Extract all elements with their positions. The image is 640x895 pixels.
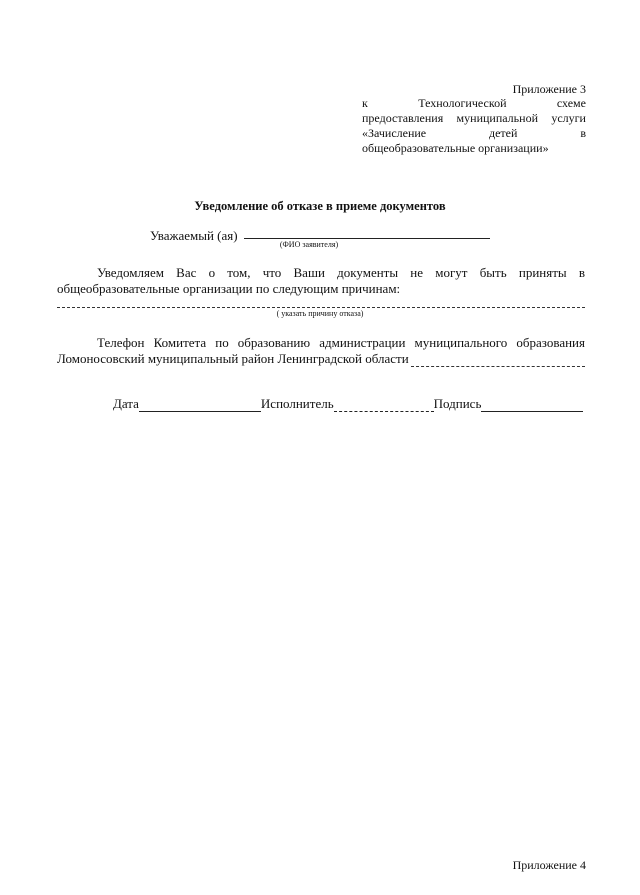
phone-word: муниципального bbox=[414, 335, 508, 350]
executor-field[interactable] bbox=[334, 399, 434, 412]
phone-line-2-text: Ломоносовский муниципальный район Ленинградской области bbox=[57, 351, 409, 366]
next-appendix-number: Приложение 4 bbox=[512, 858, 586, 872]
notice-paragraph bbox=[57, 265, 585, 297]
reference-word: в bbox=[580, 126, 586, 140]
notice-word: что bbox=[262, 265, 282, 280]
signature-label: Подпись bbox=[433, 396, 482, 411]
executor-label: Исполнитель bbox=[260, 396, 334, 411]
document-title: Уведомление об отказе в приеме документов bbox=[194, 199, 446, 213]
phone-word: Телефон bbox=[97, 335, 145, 350]
phone-line-1 bbox=[57, 335, 585, 351]
phone-word: администрации bbox=[319, 335, 406, 350]
notice-word: не bbox=[410, 265, 424, 280]
reference-block bbox=[362, 96, 586, 156]
reference-word: общеобразовательные организации» bbox=[362, 141, 549, 155]
refusal-reason-field[interactable] bbox=[57, 307, 585, 308]
applicant-name-field[interactable] bbox=[244, 238, 490, 239]
reference-word: к bbox=[362, 96, 368, 110]
notice-word: в bbox=[578, 265, 585, 280]
reference-line-2 bbox=[362, 111, 586, 126]
reference-word: «Зачисление bbox=[362, 126, 427, 140]
signature-row bbox=[113, 396, 583, 412]
phone-line-2 bbox=[57, 351, 585, 367]
reference-word: муниципальной bbox=[456, 111, 538, 125]
notice-word: Вас bbox=[176, 265, 197, 280]
signature-field[interactable] bbox=[481, 399, 583, 412]
notice-word: быть bbox=[479, 265, 507, 280]
notice-word: могут bbox=[435, 265, 468, 280]
appendix-number: Приложение 3 bbox=[512, 82, 586, 96]
notice-word: Уведомляем bbox=[97, 265, 164, 280]
greeting-label: Уважаемый (ая) bbox=[150, 228, 238, 243]
phone-word: Комитета bbox=[153, 335, 207, 350]
phone-word: по bbox=[215, 335, 229, 350]
phone-number-field[interactable] bbox=[411, 355, 585, 367]
notice-line-1 bbox=[57, 265, 585, 281]
reference-line-3 bbox=[362, 126, 586, 141]
notice-word: Ваши bbox=[293, 265, 325, 280]
reference-word: Технологической bbox=[418, 96, 507, 110]
date-field[interactable] bbox=[139, 399, 261, 412]
notice-word: приняты bbox=[518, 265, 567, 280]
reference-word: услуги bbox=[551, 111, 586, 125]
notice-word: том, bbox=[227, 265, 251, 280]
notice-word: документы bbox=[337, 265, 399, 280]
phone-paragraph bbox=[57, 335, 585, 367]
refusal-reason-caption: ( указать причину отказа) bbox=[276, 309, 364, 318]
reference-word: схеме bbox=[556, 96, 586, 110]
reference-word: предоставления bbox=[362, 111, 444, 125]
notice-word: о bbox=[208, 265, 216, 280]
phone-word: образованию bbox=[237, 335, 311, 350]
reference-line-1 bbox=[362, 96, 586, 111]
phone-word: образования bbox=[516, 335, 585, 350]
reference-word: детей bbox=[489, 126, 518, 140]
reference-line-4 bbox=[362, 141, 586, 156]
notice-line-2: общеобразовательные организации по следующим причинам: bbox=[57, 281, 401, 296]
date-label: Дата bbox=[113, 396, 139, 411]
applicant-name-caption: (ФИО заявителя) bbox=[279, 240, 339, 249]
